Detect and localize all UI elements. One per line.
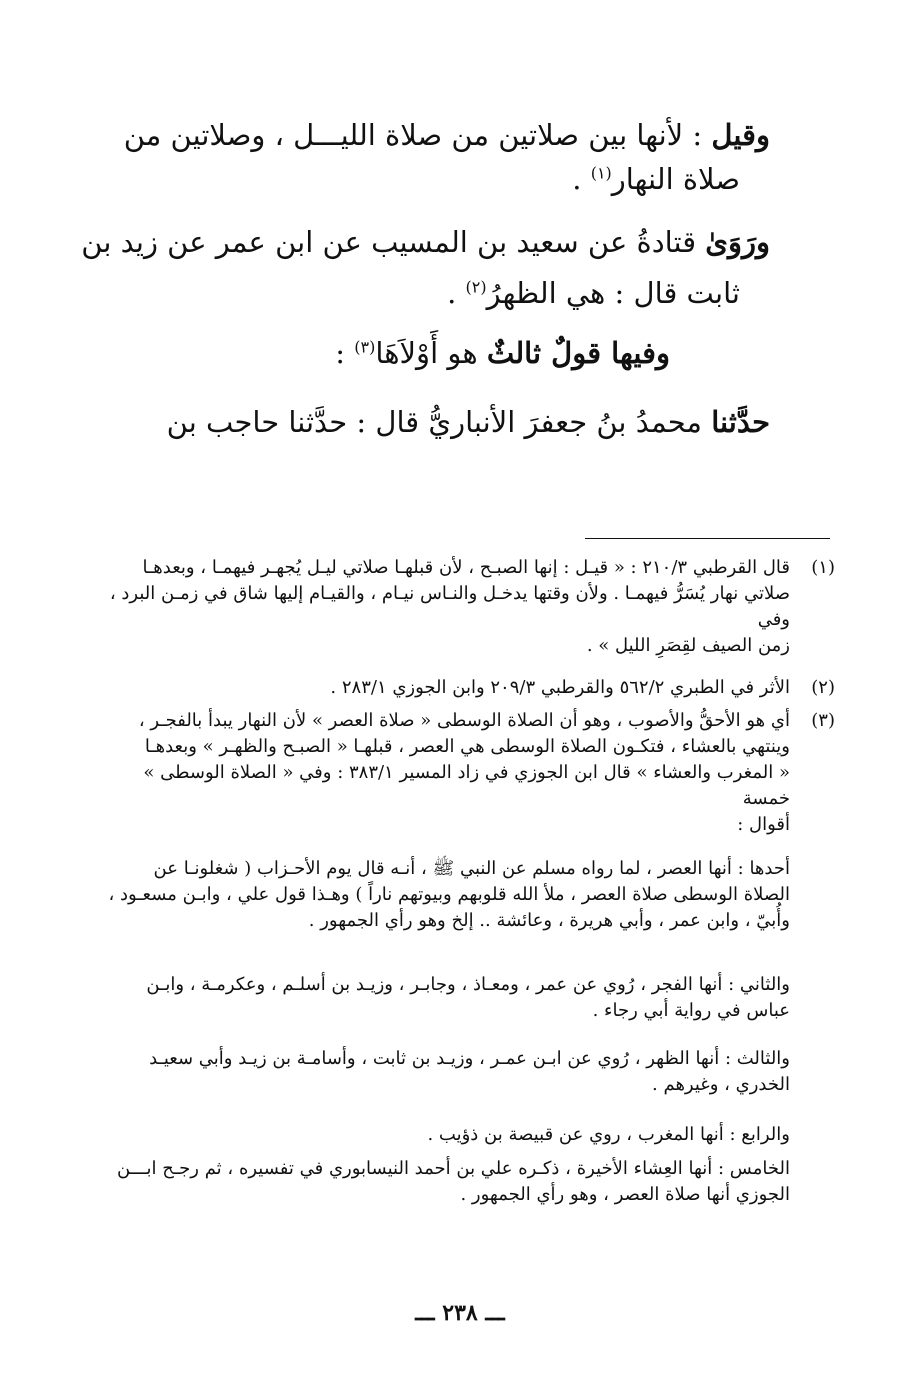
footnote-number: (٣) xyxy=(811,710,835,731)
footnote-line: صلاتي نهار يُسَرُّ فيهمـا . ولأن وقتها يدخـل والنـاس نيـام ، والقيـام إليها شاق في زمـن البرد ، وفي xyxy=(109,583,790,631)
main-text-3: قتادةُ عن سعيد بن المسيب عن ابن عمر عن زيد بن xyxy=(81,225,706,259)
saying-line: والثاني : أنها الفجر ، رُوي عن عمر ، ومعـاذ ، وجابـر ، وزيـد بن أسلـم ، وعكرمـة ، وابـن xyxy=(146,974,790,995)
saying-line: وأُبيّ ، وابن عمر ، وأبي هريرة ، وعائشة .. إلخ وهو رأي الجمهور . xyxy=(308,910,790,932)
main-text-2: صلاة النهار xyxy=(611,162,740,196)
footnote-line: أقوال : xyxy=(737,814,790,836)
main-line-4 xyxy=(95,276,740,311)
footnote-line: الأثر في الطبري ٥٦٢/٢ والقرطبي ٢٠٩/٣ وابن الجوزي ٢٨٣/١ . xyxy=(330,677,790,698)
saying-4 xyxy=(100,1122,835,1148)
main-lead-2: ورَوَىٰ xyxy=(705,225,770,259)
saying-line: الخدري ، وغيرهم . xyxy=(652,1074,790,1096)
footnote-line: « المغرب والعشاء » قال ابن الجوزي في زاد المسير ٣٨٣/١ : وفي « الصلاة الوسطى » خمسة xyxy=(143,762,790,810)
main-text-1: : لأنها بين صلاتين من صلاة الليـــل ، وصلاتين من xyxy=(123,118,712,152)
footnote-2 xyxy=(100,675,835,701)
saying-2 xyxy=(100,972,835,1024)
footnote-ref-2: (٢) xyxy=(465,277,487,297)
main-line-5 xyxy=(95,336,670,371)
footnote-line: قال القرطبي ٢١٠/٣ : « قيـل : إنها الصبـح ، لأن قبلهـا صلاتي ليـل يُجهـر فيهمـا ، وبعدهـا xyxy=(142,557,790,578)
main-lead-1: وقيل xyxy=(711,118,770,152)
footnote-number: (٢) xyxy=(811,677,835,698)
footnote-ref-1: (١) xyxy=(590,163,612,183)
main-lead-3: وفيها قولٌ ثالثٌ xyxy=(486,336,670,370)
main-line-1 xyxy=(95,118,770,153)
footnote-line: أي هو الأحقُّ والأصوب ، وهو أن الصلاة الوسطى « صلاة العصر » لأن النهار يبدأ بالفجـر ، xyxy=(138,710,790,731)
saying-line: الجوزي أنها صلاة العصر ، وهو رأي الجمهور . xyxy=(460,1184,790,1206)
saying-1 xyxy=(100,856,835,934)
main-line-6 xyxy=(95,405,770,440)
footnote-3 xyxy=(100,708,835,838)
footnote-number: (١) xyxy=(811,557,835,578)
saying-line: والرابع : أنها المغرب ، روي عن قبيصة بن ذؤيب . xyxy=(427,1124,790,1145)
saying-line: أحدها : أنها العصر ، لما رواه مسلم عن النبي ﷺ ، أنـه قال يوم الأحـزاب ( شغلونـا عن xyxy=(153,858,790,879)
saying-3 xyxy=(100,1046,835,1098)
main-text-6: محمدُ بنُ جعفرَ الأنباريُّ قال : حدَّثنا حاجب بن xyxy=(166,405,712,439)
main-line-2 xyxy=(95,162,740,197)
footnote-1 xyxy=(100,555,835,659)
main-end-5: : xyxy=(335,336,355,370)
footnote-line: زمن الصيف لقِصَرِ الليل » . xyxy=(586,635,790,657)
main-lead-4: حدَّثنا xyxy=(711,405,770,439)
main-end-4: . xyxy=(447,276,466,310)
saying-line: الصلاة الوسطى صلاة العصر ، ملأ الله قلوبهم وبيوتهم ناراً ) وهـذا قول علي ، وابـن مسعـود ، xyxy=(108,884,790,906)
main-text-5: هو أَوْلاَهَا xyxy=(375,336,487,370)
saying-5 xyxy=(100,1156,835,1208)
footnote-ref-3: (٣) xyxy=(354,337,376,357)
saying-line: عباس في رواية أبي رجاء . xyxy=(592,1000,790,1022)
footnote-line: وينتهي بالعشاء ، فتكـون الصلاة الوسطى هي العصر ، قبلهـا « الصبـح والظهـر » وبعدهـا xyxy=(144,736,790,758)
saying-line: الخامس : أنها العِشاء الأخيرة ، ذكـره علي بن أحمد النيسابوري في تفسيره ، ثم رجـح ابـــن xyxy=(117,1158,790,1179)
saying-line: والثالث : أنها الظهر ، رُوي عن ابـن عمـر ، وزيـد بن ثابت ، وأسامـة بن زيـد وأبي سعيـد xyxy=(149,1048,790,1069)
footnote-divider xyxy=(585,538,830,539)
main-text-4: ثابت قال : هي الظهرُ xyxy=(486,276,740,310)
page-number: ـــ ٢٣٨ ـــ xyxy=(415,1300,505,1326)
main-end-2: . xyxy=(572,162,591,196)
main-line-3 xyxy=(81,225,770,260)
